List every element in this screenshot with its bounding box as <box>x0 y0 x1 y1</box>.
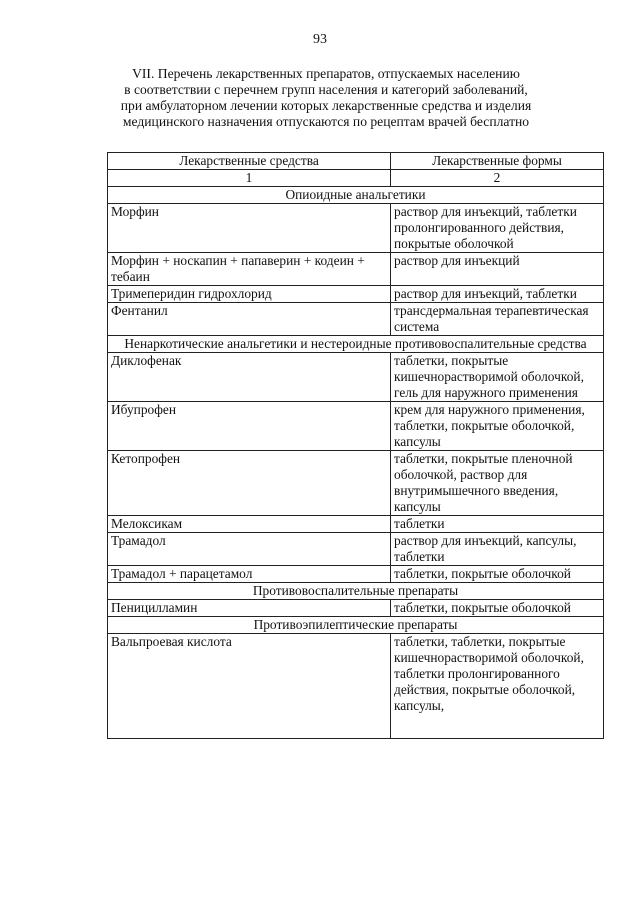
table-row <box>108 634 604 739</box>
dosage-forms: таблетки, покрытые кишечнорастворимой оболочкой, гель для наружного применения <box>391 353 604 402</box>
section-title: Ненаркотические анальгетики и нестероидные противовоспалительные средства <box>108 336 604 353</box>
drug-name: Мелоксикам <box>108 516 391 533</box>
section-title: Опиоидные анальгетики <box>108 187 604 204</box>
section-title: Противоэпилептические препараты <box>108 617 604 634</box>
dosage-forms: раствор для инъекций <box>391 253 604 286</box>
drug-name: Тримеперидин гидрохлорид <box>108 286 391 303</box>
drug-name: Ибупрофен <box>108 402 391 451</box>
column-number-row <box>108 170 604 187</box>
drug-table <box>107 152 604 739</box>
dosage-forms: таблетки, покрытые пленочной оболочкой, раствор для внутримышечного введения, капсулы <box>391 451 604 516</box>
section-row <box>108 617 604 634</box>
drug-name: Диклофенак <box>108 353 391 402</box>
section-heading <box>110 66 542 130</box>
table-header-row <box>108 153 604 170</box>
dosage-forms: таблетки <box>391 516 604 533</box>
dosage-forms: трансдермальная терапевтическая система <box>391 303 604 336</box>
section-title: Противовоспалительные препараты <box>108 583 604 600</box>
dosage-forms: раствор для инъекций, таблетки пролонгированного действия, покрытые оболочкой <box>391 204 604 253</box>
table-row <box>108 303 604 336</box>
dosage-forms: таблетки, покрытые оболочкой <box>391 600 604 617</box>
dosage-forms: крем для наружного применения, таблетки, покрытые оболочкой, капсулы <box>391 402 604 451</box>
dosage-forms: раствор для инъекций, капсулы, таблетки <box>391 533 604 566</box>
drug-name: Фентанил <box>108 303 391 336</box>
section-row <box>108 336 604 353</box>
heading-line: медицинского назначения отпускаются по рецептам врачей бесплатно <box>122 114 530 129</box>
drug-name: Морфин <box>108 204 391 253</box>
column-number: 1 <box>108 170 391 187</box>
table-row <box>108 402 604 451</box>
table-row <box>108 566 604 583</box>
table-row <box>108 451 604 516</box>
table-row <box>108 353 604 402</box>
table-row <box>108 533 604 566</box>
page-number: 93 <box>313 32 327 47</box>
dosage-forms: таблетки, покрытые оболочкой <box>391 566 604 583</box>
table-row <box>108 516 604 533</box>
drug-name: Пеницилламин <box>108 600 391 617</box>
header-drugs: Лекарственные средства <box>108 153 391 170</box>
table-row <box>108 204 604 253</box>
header-forms: Лекарственные формы <box>391 153 604 170</box>
drug-name: Вальпроевая кислота <box>108 634 391 739</box>
heading-line: VII. Перечень лекарственных препаратов, отпускаемых населению <box>132 66 520 81</box>
drug-name: Морфин + носкапин + папаверин + кодеин + тебаин <box>108 253 391 286</box>
heading-line: при амбулаторном лечении которых лекарственные средства и изделия <box>120 98 532 113</box>
table-row <box>108 286 604 303</box>
table-row <box>108 253 604 286</box>
dosage-forms: таблетки, таблетки, покрытые кишечнорастворимой оболочкой, таблетки пролонгированного действия, покрытые оболочкой, капсулы, <box>391 634 604 739</box>
section-row <box>108 583 604 600</box>
dosage-forms: раствор для инъекций, таблетки <box>391 286 604 303</box>
section-row <box>108 187 604 204</box>
drug-name: Кетопрофен <box>108 451 391 516</box>
table-row <box>108 600 604 617</box>
drug-name: Трамадол + парацетамол <box>108 566 391 583</box>
drug-name: Трамадол <box>108 533 391 566</box>
heading-line: в соответствии с перечнем групп населения и категорий заболеваний, <box>124 82 528 97</box>
column-number: 2 <box>391 170 604 187</box>
